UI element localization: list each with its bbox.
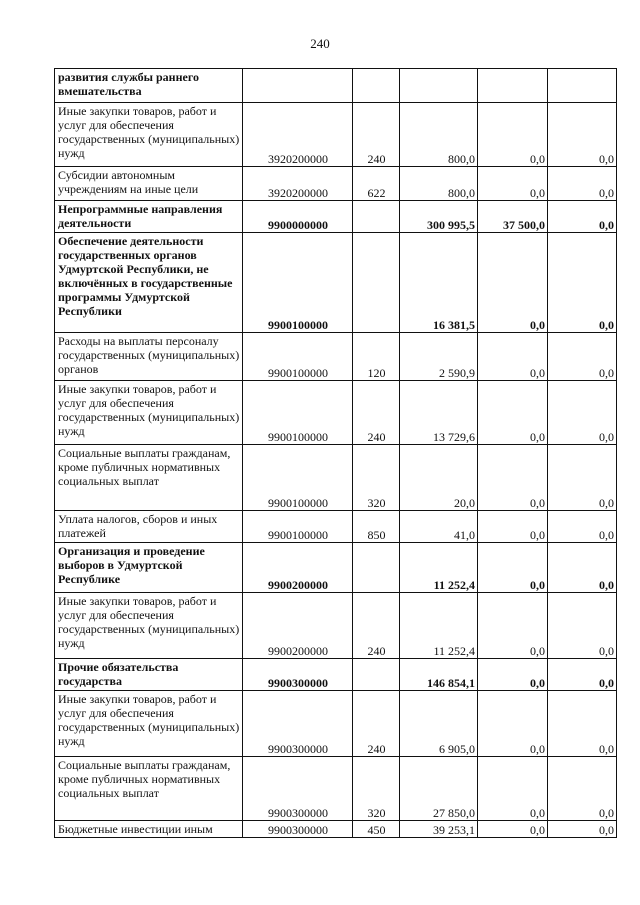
table-row <box>55 233 617 333</box>
amount-2-cell: 0,0 <box>478 659 548 691</box>
table-row <box>55 381 617 445</box>
expense-type-cell: 240 <box>353 103 400 167</box>
expense-name-cell: Бюджетные инвестиции иным <box>55 821 243 838</box>
target-article-code-cell: 3920200000 <box>243 167 353 201</box>
amount-cell: 13 729,6 <box>400 381 478 445</box>
table-row <box>55 821 617 838</box>
target-article-code-cell: 9900300000 <box>243 691 353 757</box>
amount-2-cell: 0,0 <box>478 167 548 201</box>
table-row <box>55 659 617 691</box>
target-article-code-cell: 9900000000 <box>243 201 353 233</box>
target-article-code-cell: 3920200000 <box>243 103 353 167</box>
expense-type-cell: 240 <box>353 381 400 445</box>
amount-cell: 800,0 <box>400 103 478 167</box>
expense-name-cell: Социальные выплаты гражданам, кроме публичных нормативных социальных выплат <box>55 445 243 511</box>
target-article-code-cell: 9900100000 <box>243 381 353 445</box>
amount-cell: 11 252,4 <box>400 543 478 593</box>
target-article-code-cell: 9900300000 <box>243 757 353 821</box>
amount-3-cell: 0,0 <box>548 201 617 233</box>
amount-cell: 39 253,1 <box>400 821 478 838</box>
expense-type-cell <box>353 201 400 233</box>
target-article-code-cell: 9900300000 <box>243 659 353 691</box>
expense-name-cell: Организация и проведение выборов в Удмуртской Республике <box>55 543 243 593</box>
amount-2-cell: 0,0 <box>478 543 548 593</box>
amount-cell: 27 850,0 <box>400 757 478 821</box>
amount-3-cell: 0,0 <box>548 167 617 201</box>
table-row <box>55 69 617 103</box>
amount-2-cell: 37 500,0 <box>478 201 548 233</box>
amount-2-cell: 0,0 <box>478 821 548 838</box>
expense-type-cell <box>353 659 400 691</box>
expense-name-cell: Иные закупки товаров, работ и услуг для обеспечения государственных (муниципальных) нужд <box>55 691 243 757</box>
expense-name-cell: Прочие обязательства государства <box>55 659 243 691</box>
expense-type-cell <box>353 69 400 103</box>
expense-name-cell: Непрограммные направления деятельности <box>55 201 243 233</box>
amount-2-cell: 0,0 <box>478 233 548 333</box>
amount-cell: 41,0 <box>400 511 478 543</box>
amount-3-cell: 0,0 <box>548 333 617 381</box>
amount-3-cell: 0,0 <box>548 381 617 445</box>
amount-3-cell: 0,0 <box>548 691 617 757</box>
table-row <box>55 593 617 659</box>
amount-2-cell: 0,0 <box>478 103 548 167</box>
budget-table-body <box>55 69 617 838</box>
amount-2-cell <box>478 69 548 103</box>
target-article-code-cell: 9900100000 <box>243 445 353 511</box>
amount-3-cell: 0,0 <box>548 233 617 333</box>
amount-2-cell: 0,0 <box>478 691 548 757</box>
expense-type-cell: 450 <box>353 821 400 838</box>
expense-type-cell: 320 <box>353 757 400 821</box>
target-article-code-cell: 9900100000 <box>243 233 353 333</box>
amount-2-cell: 0,0 <box>478 511 548 543</box>
target-article-code-cell <box>243 69 353 103</box>
expense-name-cell: Обеспечение деятельности государственных органов Удмуртской Республики, не включённых в государственные программы Удмуртской Республики <box>55 233 243 333</box>
amount-3-cell: 0,0 <box>548 103 617 167</box>
amount-2-cell: 0,0 <box>478 757 548 821</box>
amount-cell: 16 381,5 <box>400 233 478 333</box>
target-article-code-cell: 9900100000 <box>243 511 353 543</box>
amount-3-cell <box>548 69 617 103</box>
target-article-code-cell: 9900300000 <box>243 821 353 838</box>
amount-3-cell: 0,0 <box>548 593 617 659</box>
amount-cell: 300 995,5 <box>400 201 478 233</box>
expense-type-cell <box>353 543 400 593</box>
amount-3-cell: 0,0 <box>548 543 617 593</box>
table-row <box>55 511 617 543</box>
expense-type-cell: 240 <box>353 593 400 659</box>
expense-name-cell: Субсидии автономным учреждениям на иные цели <box>55 167 243 201</box>
expense-name-cell: развития службы раннего вмешательства <box>55 69 243 103</box>
amount-3-cell: 0,0 <box>548 757 617 821</box>
amount-2-cell: 0,0 <box>478 381 548 445</box>
amount-cell: 6 905,0 <box>400 691 478 757</box>
amount-cell: 20,0 <box>400 445 478 511</box>
amount-3-cell: 0,0 <box>548 821 617 838</box>
table-row <box>55 201 617 233</box>
table-row <box>55 445 617 511</box>
target-article-code-cell: 9900100000 <box>243 333 353 381</box>
table-row <box>55 757 617 821</box>
amount-3-cell: 0,0 <box>548 445 617 511</box>
expense-name-cell: Расходы на выплаты персоналу государственных (муниципальных) органов <box>55 333 243 381</box>
expense-name-cell: Иные закупки товаров, работ и услуг для обеспечения государственных (муниципальных) нужд <box>55 593 243 659</box>
amount-cell: 2 590,9 <box>400 333 478 381</box>
table-row <box>55 333 617 381</box>
expense-type-cell <box>353 233 400 333</box>
expense-type-cell: 320 <box>353 445 400 511</box>
amount-3-cell: 0,0 <box>548 659 617 691</box>
expense-name-cell: Уплата налогов, сборов и иных платежей <box>55 511 243 543</box>
amount-2-cell: 0,0 <box>478 445 548 511</box>
target-article-code-cell: 9900200000 <box>243 543 353 593</box>
amount-cell: 800,0 <box>400 167 478 201</box>
expense-type-cell: 120 <box>353 333 400 381</box>
expense-type-cell: 850 <box>353 511 400 543</box>
expense-type-cell: 240 <box>353 691 400 757</box>
expense-name-cell: Социальные выплаты гражданам, кроме публичных нормативных социальных выплат <box>55 757 243 821</box>
expense-name-cell: Иные закупки товаров, работ и услуг для обеспечения государственных (муниципальных) нужд <box>55 103 243 167</box>
amount-3-cell: 0,0 <box>548 511 617 543</box>
table-row <box>55 103 617 167</box>
page-number: 240 <box>310 36 330 51</box>
table-row <box>55 691 617 757</box>
amount-cell: 11 252,4 <box>400 593 478 659</box>
amount-cell <box>400 69 478 103</box>
budget-table <box>54 68 617 838</box>
amount-2-cell: 0,0 <box>478 333 548 381</box>
amount-2-cell: 0,0 <box>478 593 548 659</box>
target-article-code-cell: 9900200000 <box>243 593 353 659</box>
amount-cell: 146 854,1 <box>400 659 478 691</box>
table-row <box>55 167 617 201</box>
expense-name-cell: Иные закупки товаров, работ и услуг для обеспечения государственных (муниципальных) нужд <box>55 381 243 445</box>
table-row <box>55 543 617 593</box>
expense-type-cell: 622 <box>353 167 400 201</box>
